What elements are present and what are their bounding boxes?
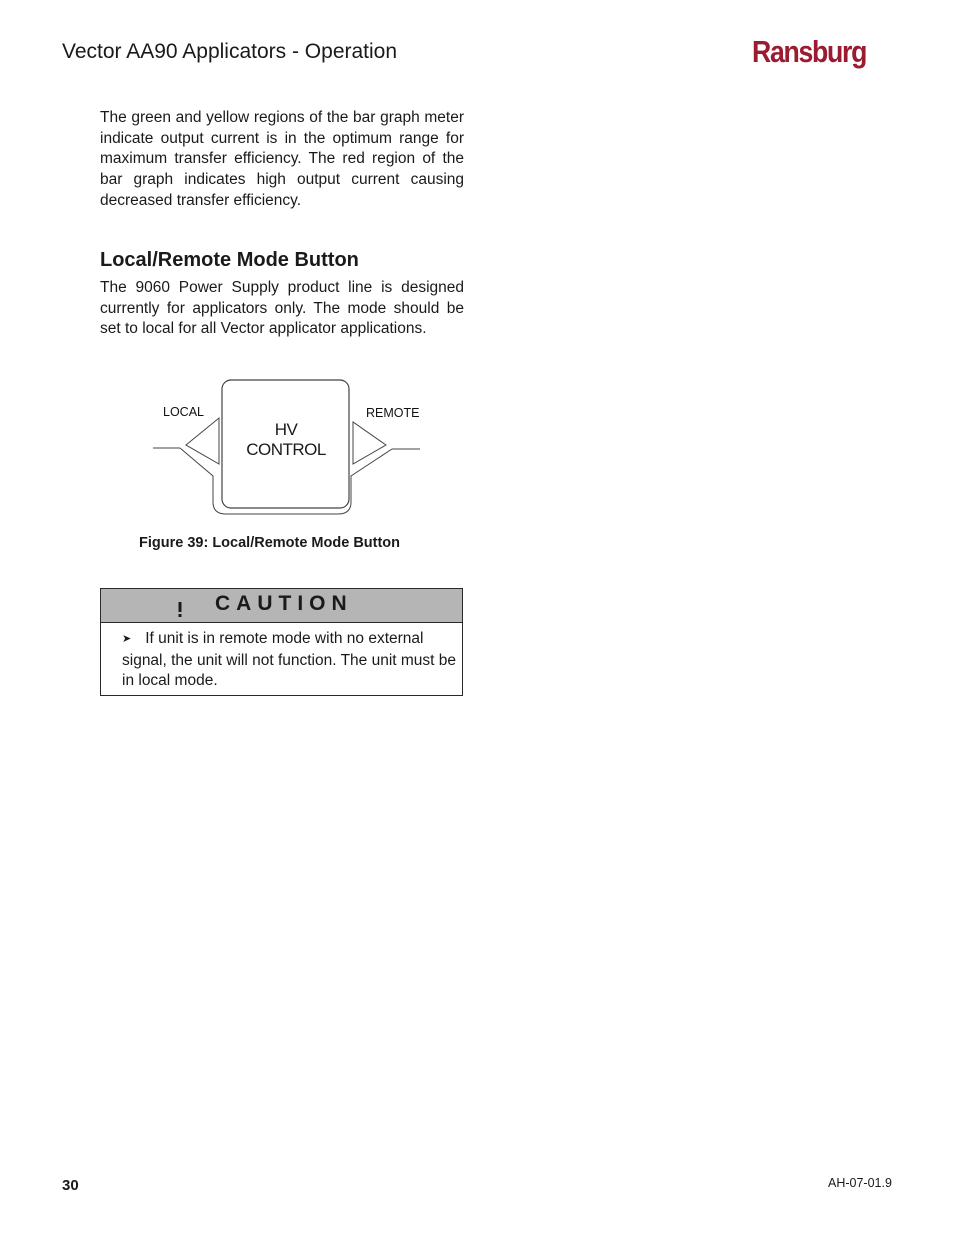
- section-heading: Local/Remote Mode Button: [100, 249, 359, 271]
- document-code: AH-07-01.9: [828, 1176, 892, 1190]
- figure-caption: Figure 39: Local/Remote Mode Button: [139, 535, 401, 551]
- brand-logo: Ransburg: [752, 34, 867, 69]
- hv-label: HV: [274, 420, 298, 439]
- caution-body: [122, 629, 462, 692]
- remote-label: REMOTE: [366, 406, 420, 420]
- control-label: CONTROL: [246, 440, 326, 459]
- bullet-arrow-icon: ➤: [122, 633, 132, 645]
- caution-header: [101, 589, 462, 623]
- bar-graph-paragraph: The green and yellow regions of the bar graph meter indicate output current is in the optimum range for maximum transfer efficiency. The red region of the bar graph indicates high output current causing decreased transfer efficiency.: [100, 109, 464, 209]
- caution-box: [100, 588, 463, 696]
- caution-title: CAUTION: [215, 592, 353, 615]
- local-remote-figure: [150, 378, 422, 518]
- warning-triangle-icon: [167, 595, 193, 619]
- caution-text: If unit is in remote mode with no external signal, the unit will not function. The unit must be in local mode.: [122, 630, 457, 690]
- local-label: LOCAL: [163, 405, 204, 419]
- mode-paragraph: The 9060 Power Supply product line is designed currently for applicators only. The mode should be set to local for all Vector applicator applications.: [100, 279, 464, 338]
- page-header-title: Vector AA90 Applicators - Operation: [62, 40, 398, 63]
- hv-control-label: [222, 420, 350, 460]
- page-number: 30: [62, 1177, 79, 1194]
